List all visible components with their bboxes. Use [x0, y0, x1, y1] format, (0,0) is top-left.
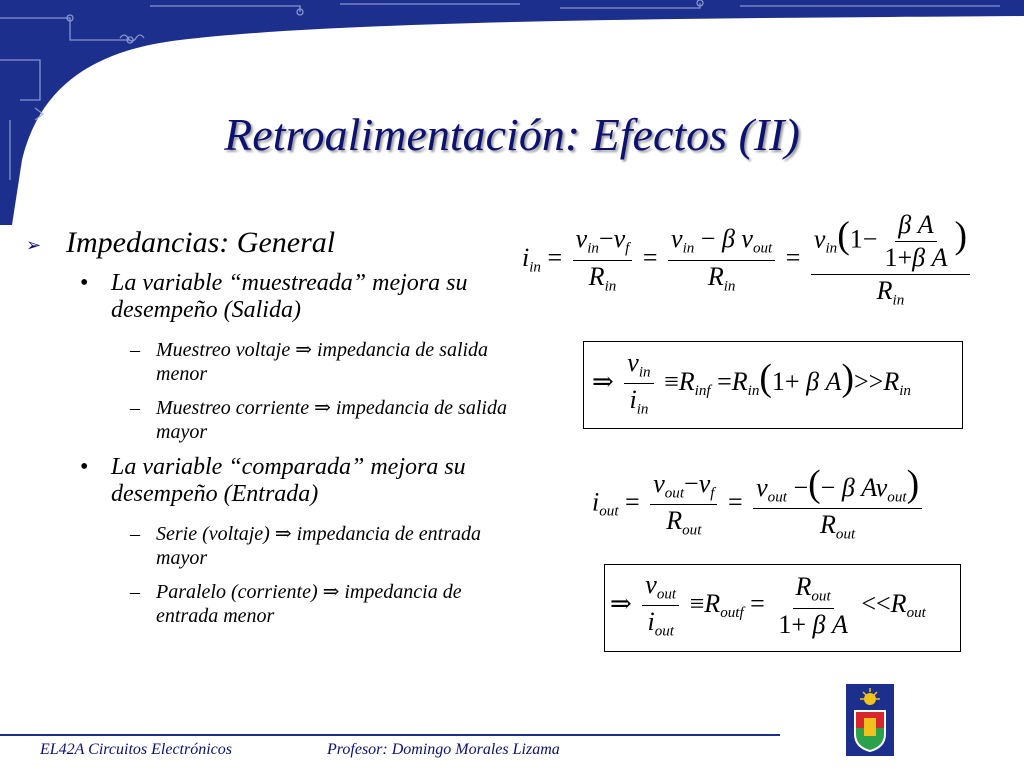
bullet-level2 — [26, 454, 526, 508]
fraction: $\frac{v_{out}}{i_{out}}$ — [642, 572, 679, 640]
fraction: $\frac{v_{out}-v_f}{R_{out}}$ — [650, 471, 717, 539]
bullet-text: Serie (voltaje) ⇒ impedancia de entrada mayor — [156, 523, 481, 569]
bullet-text: La variable “muestreada” mejora su desempeño (Salida) — [111, 270, 468, 323]
bullet-level3 — [26, 522, 526, 570]
arrow-bullet-icon: ➢ — [26, 235, 42, 255]
bullet-level1 — [26, 226, 526, 260]
dot-bullet-icon: • — [80, 454, 89, 480]
bullet-text: La variable “comparada” mejora su desempeño (Entrada) — [111, 454, 466, 507]
dash-bullet-icon: – — [130, 581, 140, 603]
footer-course: EL42A Circuitos Electrónicos — [40, 741, 232, 758]
fraction: $v_{in}(1-$ $\frac{\text{β A}}{\text{1+β A}}$ ) $R_{in}$ — [811, 212, 970, 308]
bullet-list — [26, 226, 526, 638]
fraction: $\frac{v_{in} - \beta v_{out}}{R_{in}}$ — [668, 226, 775, 294]
dash-bullet-icon: – — [130, 339, 140, 361]
bullet-text: Paralelo (corriente) ⇒ impedancia de entrada menor — [156, 581, 462, 627]
fraction: $\frac{v_{in}-v_f}{R_{in}}$ — [573, 226, 633, 294]
bullet-level3 — [26, 396, 526, 444]
bullet-level3 — [26, 338, 526, 386]
equation-output-current: $i_{out}$ = $\frac{v_{out}-v_f}{R_{out}}$ = $\frac{v_{out} -(- \beta Av_{out})}{R_{out}}$ — [592, 466, 926, 543]
bullet-text: Muestreo voltaje ⇒ impedancia de salida menor — [156, 339, 489, 385]
footer-professor: Profesor: Domingo Morales Lizama — [327, 741, 560, 758]
equation-input-current: $i_{in}$ = $\frac{v_{in}-v_f}{R_{in}}$ = $\frac{v_{in} - \beta v_{out}}{R_{in}}$ = $v_{in}(1-$ $\frac{\text{β A}}{\text{1+β A}}$ ) $R_{in}$ — [522, 212, 974, 308]
bullet-text: Impedancias: General — [66, 226, 336, 259]
university-crest-icon — [846, 684, 894, 756]
bullet-level2 — [26, 270, 526, 324]
fraction: $\frac{v_{out} -(- \beta Av_{out})}{R_{out}}$ — [753, 466, 922, 543]
dot-bullet-icon: • — [80, 270, 89, 296]
bullet-level3 — [26, 580, 526, 628]
equation-output-impedance: ⇒ $\frac{v_{out}}{i_{out}}$ $\equiv R_{outf}$ = $\frac{R_{out}}{\text{1+ β A}}$ $<<R_{out}$ — [610, 570, 926, 640]
fraction: $\frac{R_{out}}{\text{1+ β A}}$ — [778, 572, 848, 639]
fraction: $\frac{\text{β A}}{\text{1+β A}}$ — [884, 210, 948, 272]
equation-input-impedance: ⇒ $\frac{v_{in}}{i_{in}}$ $\equiv R_{inf} =R_{in}(1+ \beta$ $A)>>R_{in}$ — [592, 348, 911, 418]
bullet-text: Muestreo corriente ⇒ impedancia de salida mayor — [156, 397, 507, 443]
dash-bullet-icon: – — [130, 523, 140, 545]
fraction: $\frac{v_{in}}{i_{in}}$ — [624, 350, 653, 418]
dash-bullet-icon: – — [130, 397, 140, 419]
page-title: Retroalimentación: Efectos (II) — [224, 109, 800, 160]
